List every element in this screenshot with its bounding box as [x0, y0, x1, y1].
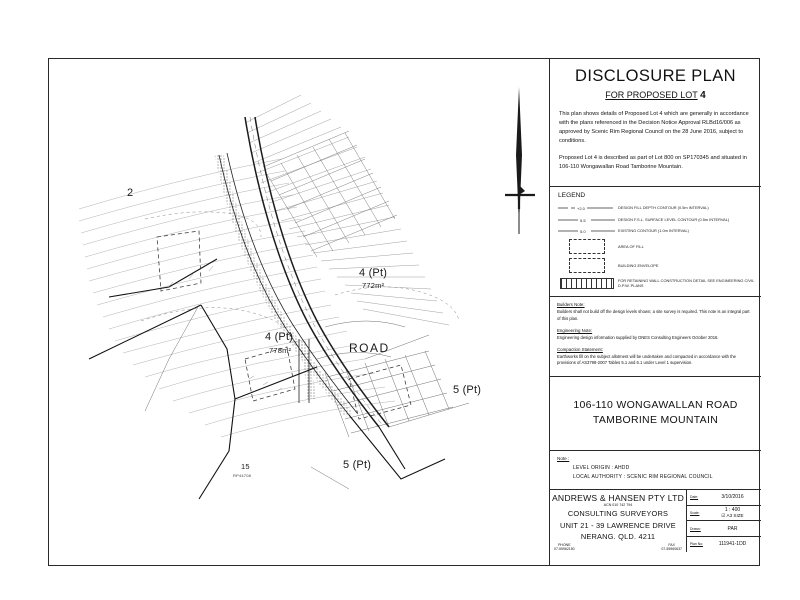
scale-value: [707, 507, 758, 519]
legend-heading: LEGEND: [558, 192, 586, 200]
plan-no-value: 111941-1DD: [718, 541, 747, 548]
company-role: CONSULTING SURVEYORS: [567, 509, 669, 519]
plan-sheet: [48, 58, 760, 566]
contour-surface-icon: [556, 216, 618, 223]
contour-fill-depth-icon: [556, 204, 618, 211]
drawn-key: Drawn:: [690, 526, 701, 531]
level-origin-line: LEVEL ORIGIN : AHDD: [573, 464, 630, 471]
map-label: 4 (Pt): [359, 267, 388, 279]
map-label: ROAD: [349, 341, 390, 355]
map-label: 5 (Pt): [343, 459, 372, 471]
fax-value: 07-55960637: [661, 546, 682, 551]
surveyor-footer: [550, 490, 761, 552]
legend-label: FOR RETAINING WALL CONSTRUCTION DETAIL SEE ENGINEERING CIVIL D.P.W. PLANS: [618, 278, 755, 289]
disclosure-paragraph-2: Proposed Lot 4 is described as part of Lot 800 on SP170345 and situated in 106-110 Wongawallan Road Tamborine Mountain.: [559, 155, 747, 171]
svg-text:5.0: 5.0: [580, 229, 586, 235]
legend-section: [550, 187, 761, 297]
legend-item-existing-contour: [556, 227, 755, 234]
address-section: [550, 377, 761, 451]
survey-drawing-svg: [49, 59, 549, 565]
company-locality: NERANG. QLD. 4211: [580, 532, 656, 542]
date-value: 3/10/2016: [721, 494, 744, 501]
title-block: [549, 59, 761, 565]
map-label: 2: [127, 187, 134, 199]
subheading: [559, 90, 752, 101]
scale-size: ☑ A3 SIZE: [721, 512, 744, 518]
note-label: Note :: [557, 455, 570, 461]
legend-item-fill-depth-contour: [556, 204, 755, 211]
legend-label: DESIGN FILL DEPTH CONTOUR (0.5m INTERVAL): [618, 205, 709, 211]
map-label: 5 (Pt): [453, 384, 482, 396]
address-line-1: 106-110 WONGAWALLAN ROAD: [573, 399, 738, 412]
plan-metadata: [687, 490, 761, 552]
company-address: UNIT 21 - 39 LAWRENCE DRIVE: [560, 520, 676, 530]
phone-block: [554, 543, 575, 551]
plan-no-row: [687, 537, 761, 552]
map-label: 15: [241, 462, 250, 471]
map-label: RP44708: [233, 473, 252, 478]
existing-contours: [79, 159, 395, 437]
engineering-note-body: Engineering design information supplied by DNES Consulting Engineers October 2016.: [557, 334, 719, 340]
legend-item-retaining-wall: [556, 278, 755, 289]
scale-key: Scale:: [690, 510, 700, 515]
drawing-area: [49, 59, 549, 565]
date-row: [687, 490, 761, 506]
drawn-row: [687, 521, 761, 537]
builders-note-body: Builders shall not build off the design levels shown; a site survey is required. This note is an integral part of this plan.: [557, 309, 750, 321]
date-key: Date:: [690, 495, 699, 500]
contact-row: [550, 543, 686, 551]
phone-label: PHONE: [558, 542, 571, 547]
map-label: 778m²: [269, 346, 292, 355]
engineering-note-heading: Engineering Note:: [557, 327, 593, 333]
disclosure-heading-section: [550, 67, 761, 187]
legend-item-area-of-fill: [556, 239, 755, 254]
legend-label: BUILDING ENVELOPE: [618, 263, 659, 269]
svg-text:+2.0: +2.0: [577, 206, 585, 212]
scale-ratio: 1 : 400: [724, 506, 741, 513]
compaction-statement-body: Earthworks fill on the subject allotment will be undertaken and compacted in accordance with the provisions of AS3798-2007 Tables 5.1 and 6.1 under Level 1 supervision.: [557, 354, 736, 366]
legend-label: AREA OF FILL: [618, 243, 644, 249]
builders-note-heading: Builders Note:: [557, 302, 585, 308]
subheading-lot: 4: [700, 90, 706, 101]
disclosure-paragraph-1: This plan shows details of Proposed Lot 4 which are generally in accordance with the plans referenced in the Decision Notice Approval RLBd16/006 as approved by Scenic Rim Regional Council on the 28 June 2016, subject to conditions.: [559, 111, 749, 145]
legend-item-building-envelope: [556, 258, 755, 273]
fax-block: [661, 543, 682, 551]
area-of-fill-icon: [556, 239, 618, 254]
legend-label: DESIGN F.S.L. SURFACE LEVEL CONTOUR (0.5m INTERVAL): [618, 216, 730, 222]
plan-no-key: Plan No:: [690, 542, 704, 547]
company-name: ANDREWS & HANSEN PTY LTD: [552, 492, 684, 503]
map-label: 772m²: [362, 281, 385, 290]
level-note-section: [550, 451, 761, 490]
compaction-statement-heading: Compaction Statement:: [557, 347, 603, 353]
map-label: 4 (Pt): [265, 331, 294, 343]
drawn-value: PAR: [727, 525, 738, 532]
building-envelope-icon: [556, 258, 618, 273]
contour-existing-icon: [556, 227, 618, 234]
address-line-2: TAMBORINE MOUNTAIN: [592, 414, 719, 427]
north-arrow-icon: [505, 87, 535, 234]
notes-section: [550, 297, 761, 376]
page-title: DISCLOSURE PLAN: [575, 67, 736, 85]
platform-grid-lower: [325, 351, 453, 437]
surveyor-details: [550, 490, 687, 552]
retaining-wall-icon: [556, 278, 618, 289]
fax-label: FAX: [668, 542, 675, 547]
legend-label: EXISTING CONTOUR (1.0m INTERVAL): [618, 228, 689, 234]
legend-item-surface-level-contour: [556, 216, 755, 223]
subheading-prefix: FOR PROPOSED LOT: [605, 90, 698, 100]
phone-value: 07-55962150: [554, 546, 575, 551]
company-acn: ACN 010 742 794: [603, 502, 633, 507]
local-authority-line: LOCAL AUTHORITY : SCENIC RIM REGIONAL COUNCIL: [573, 473, 713, 480]
svg-text:5.5: 5.5: [580, 217, 586, 223]
scale-row: [687, 506, 761, 522]
